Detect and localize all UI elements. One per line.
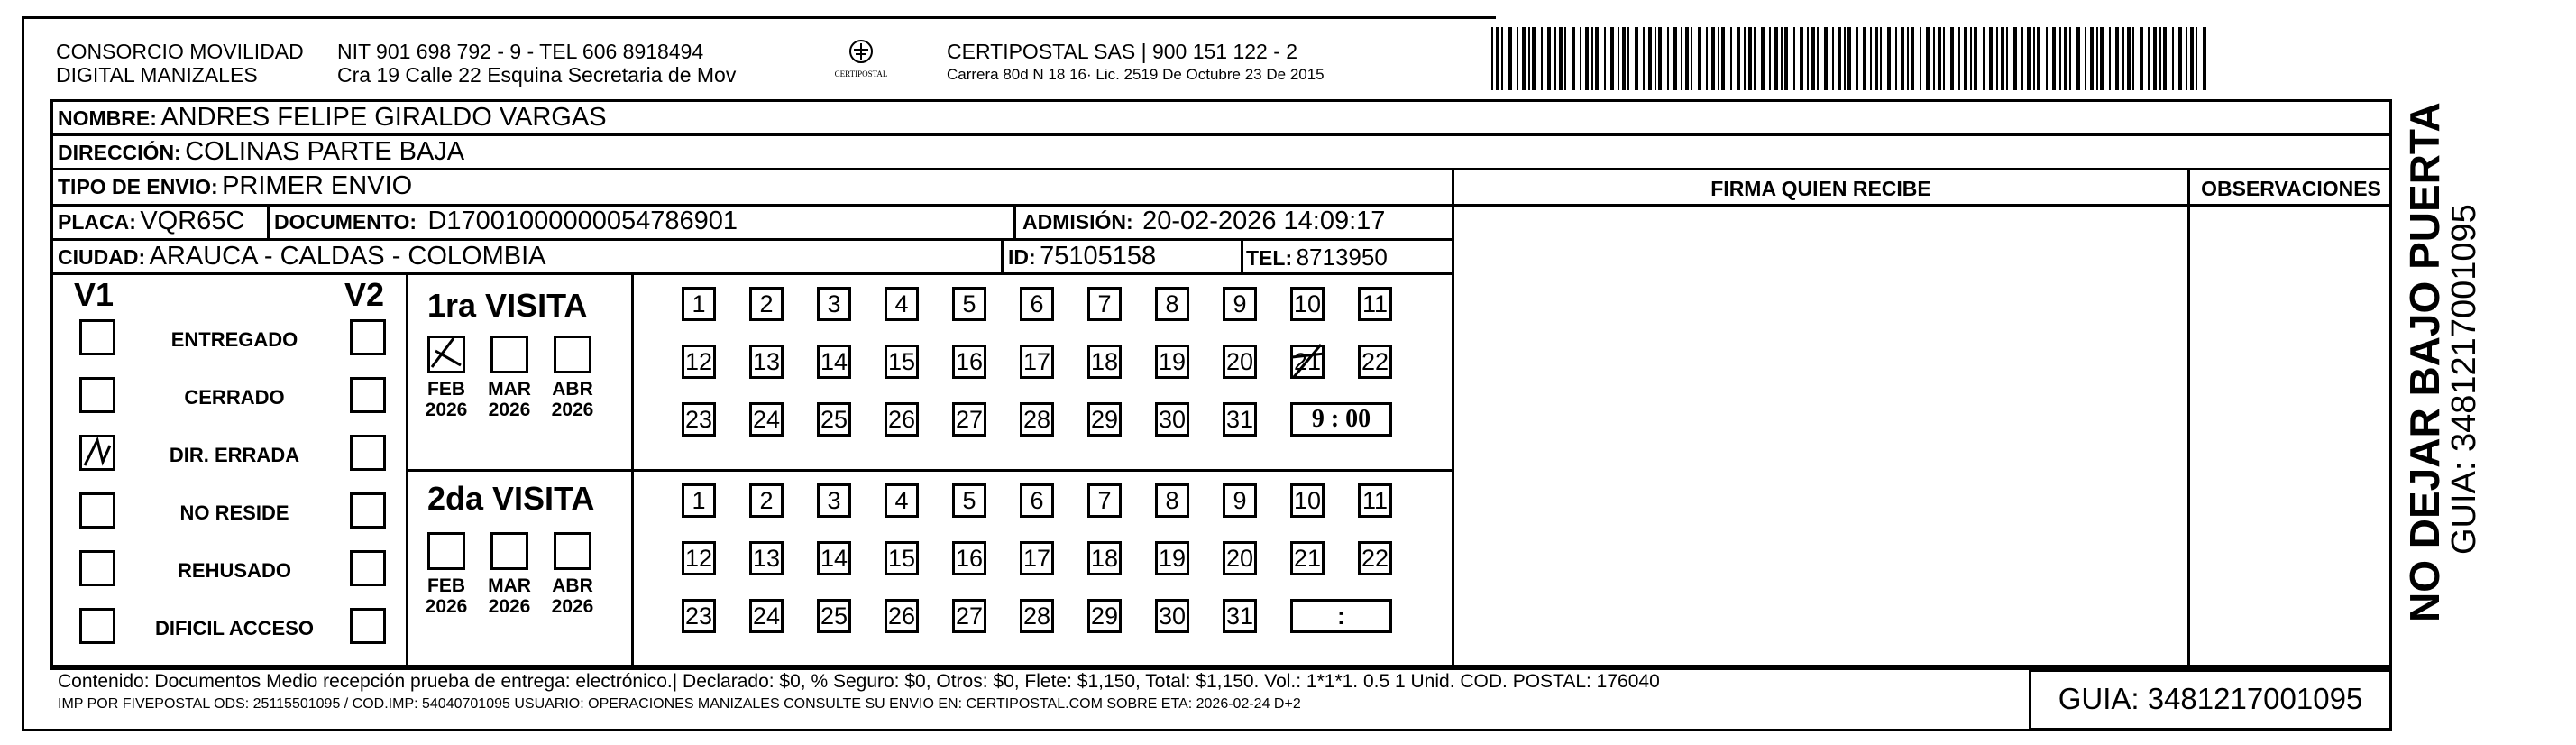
id-value: 75105158 [1040,242,1157,271]
barcode-bar [1744,27,1746,90]
day-box[interactable]: 16 [952,541,986,575]
barcode-bar [1895,27,1897,90]
certipostal-logo [830,38,893,78]
day-box[interactable]: 31 [1223,402,1257,437]
day-box[interactable]: 27 [952,599,986,633]
admision-field [1022,207,1385,236]
barcode-bar [2196,27,2197,90]
day-box[interactable]: 14 [817,541,851,575]
barcode-bar [2001,27,2004,90]
barcode-bar [2203,27,2206,90]
barcode-bar [1522,27,1526,90]
tel-label: TEL: [1246,246,1293,270]
row-divider [50,133,2392,136]
v1-label: V1 [74,276,115,313]
barcode-bar [2148,27,2150,90]
month-label [547,575,598,617]
day-box[interactable]: 14 [817,345,851,379]
barcode-bar [1496,27,1499,90]
day-box[interactable]: 31 [1223,599,1257,633]
month-year: 2026 [425,400,468,420]
barcode-bar [1774,27,1778,90]
v2-checkbox[interactable] [350,492,386,529]
barcode-bar [1887,27,1891,90]
day-box[interactable]: 15 [885,541,919,575]
barcode-bar [2190,27,2194,90]
barcode-bar [1824,27,1828,90]
day-box[interactable]: 18 [1087,541,1122,575]
day-box[interactable]: 5 [952,287,986,321]
status-label: REHUSADO [178,559,291,582]
barcode-bar [2132,27,2134,90]
barcode-bar [1781,27,1783,90]
tipo-value: PRIMER ENVIO [222,171,413,200]
barcode-bar [2064,27,2067,90]
day-box[interactable]: 20 [1223,541,1257,575]
documento-field [274,207,738,236]
v2-checkbox[interactable] [350,435,386,471]
barcode-bar [1748,27,1752,90]
barcode-bar [2059,27,2061,90]
day-box[interactable]: 20 [1223,345,1257,379]
cell-divider [1241,238,1243,272]
v1-checkbox[interactable] [79,492,115,529]
day-box[interactable]: 9 [1223,483,1257,518]
day-box[interactable]: 17 [1020,345,1054,379]
barcode-bar [1970,27,1972,90]
barcode-bar [1610,27,1614,90]
month-year: 2026 [488,596,531,617]
month-year: 2026 [551,400,594,420]
day-box[interactable]: 4 [885,287,919,321]
row-divider [50,272,1454,275]
status-label: DIFICIL ACCESO [154,617,314,639]
id-label: ID: [1008,245,1036,269]
nit-line: NIT 901 698 792 - 9 - TEL 606 8918494 [337,40,704,63]
v1-checkbox[interactable] [79,550,115,586]
barcode-bar [1604,27,1606,90]
day-box[interactable]: 7 [1087,287,1122,321]
nombre-value: ANDRES FELIPE GIRALDO VARGAS [160,103,607,132]
month-checkbox[interactable] [427,336,465,373]
barcode-bar [1691,27,1692,90]
barcode-bar [1643,27,1645,90]
v2-checkbox[interactable] [350,608,386,644]
barcode-bar [1983,27,1985,90]
barcode-bar [2163,27,2167,90]
courier-info [947,40,1325,87]
day-box[interactable]: 15 [885,345,919,379]
barcode-bar [2172,27,2174,90]
documento-value: D17001000000054786901 [427,207,738,235]
day-check-mark-icon [1288,341,1330,387]
day-box[interactable]: 24 [749,402,784,437]
barcode-bar [1832,27,1834,90]
month-checkbox[interactable] [554,336,591,373]
v2-checkbox[interactable] [350,319,386,355]
barcode-bar [1706,27,1708,90]
day-box[interactable]: 19 [1155,345,1189,379]
barcode-bar [1580,27,1581,90]
barcode-bar [1769,27,1771,90]
day-box[interactable]: 28 [1020,599,1054,633]
visit-divider [406,469,1454,472]
v1-checkbox[interactable] [79,608,115,644]
day-box[interactable]: 19 [1155,541,1189,575]
day-box[interactable]: 3 [817,483,851,518]
tel-field [1246,244,1388,271]
month-name: ABR [552,575,593,596]
month-year: 2026 [551,596,594,617]
month-year: 2026 [488,400,531,420]
barcode-bar [1572,27,1575,90]
barcode-bar [1532,27,1536,90]
placa-field [58,207,244,236]
day-box[interactable]: 26 [885,402,919,437]
barcode-bar [1800,27,1803,90]
status-label: CERRADO [184,386,285,409]
ciudad-field [58,242,546,271]
day-box[interactable]: 10 [1290,287,1325,321]
direccion-label: DIRECCIÓN: [58,141,181,164]
barcode-bar [1793,27,1795,90]
barcode-bar [2090,27,2094,90]
observaciones-label: OBSERVACIONES [2201,177,2381,200]
time-field[interactable]: : [1290,599,1392,633]
barcode-bar [2140,27,2143,90]
month-checkbox[interactable] [490,336,528,373]
day-box[interactable]: 4 [885,483,919,518]
day-box[interactable]: 2 [749,287,784,321]
day-box[interactable]: 1 [682,287,716,321]
barcode-bar [2046,27,2048,90]
barcode-bar [1911,27,1914,90]
barcode-bar [2153,27,2157,90]
barcode-bar [1943,27,1945,90]
barcode-bar [1817,27,1819,90]
barcode-bar [1685,27,1689,90]
day-box[interactable]: 7 [1087,483,1122,518]
company-name [56,40,304,87]
barcode-bar [1667,27,1669,90]
barcode-bar [2085,27,2086,90]
imp-line: IMP POR FIVEPOSTAL ODS: 25115501095 / COD.IMP: 54040701095 USUARIO: OPERACIONES MANIZALES CONSULTE SU ENVIO EN: CERTIPOSTAL.COM SOBRE ETA: 2026-02-24 D+2 [58,696,1301,712]
barcode-bar [1721,27,1725,90]
day-box[interactable]: 22 [1358,345,1392,379]
month-name: MAR [488,379,531,400]
day-box[interactable]: 26 [885,599,919,633]
month-label [421,575,472,617]
day-box[interactable]: 16 [952,345,986,379]
month-label [484,575,535,617]
left-border [22,18,24,731]
company-line2: DIGITAL MANIZALES [56,63,258,87]
barcode-bar [1627,27,1629,90]
barcode-bar [1517,27,1518,90]
v1-checkbox[interactable] [79,435,115,471]
day-box[interactable]: 23 [682,402,716,437]
day-box[interactable]: 24 [749,599,784,633]
day-box[interactable]: 27 [952,402,986,437]
day-box[interactable]: 12 [682,541,716,575]
direccion-value: COLINAS PARTE BAJA [185,137,465,166]
day-box[interactable]: 30 [1155,402,1189,437]
barcode-bar [1681,27,1682,90]
month-name: FEB [427,575,465,596]
month-checkbox[interactable] [554,532,591,570]
barcode-bar [1585,27,1589,90]
barcode-bar [1784,27,1788,90]
day-box[interactable]: 5 [952,483,986,518]
barcode-bar [2100,27,2104,90]
barcode-bar [1547,27,1551,90]
day-box[interactable]: 9 [1223,287,1257,321]
day-box[interactable]: 3 [817,287,851,321]
barcode-bar [1875,27,1878,90]
month-year: 2026 [425,596,468,617]
tipo-label: TIPO DE ENVIO: [58,175,218,198]
barcode-bar [1655,27,1656,90]
barcode-bar [1964,27,1967,90]
day-box[interactable]: 22 [1358,541,1392,575]
day-box[interactable]: 29 [1087,402,1122,437]
month-name: ABR [552,379,593,400]
month-label [547,379,598,420]
contenido-line: Contenido: Documentos Medio recepción prueba de entrega: electrónico.| Declarado: $0, % Seguro: $0, Otros: $0, Flete: $1,150, Total: $1,150. Vol.: 1*1*1. 0.5 1 Unid. COD. POSTAL: 176040 [58,671,1660,692]
cell-divider [267,204,270,238]
admision-value: 20-02-2026 14:09:17 [1142,207,1386,235]
day-box[interactable]: 10 [1290,483,1325,518]
ciudad-label: CIUDAD: [58,245,146,269]
day-box[interactable]: 8 [1155,287,1189,321]
barcode-bar [1508,27,1512,90]
day-box[interactable]: 17 [1020,541,1054,575]
barcode-bar [2096,27,2098,90]
month-name: MAR [488,575,531,596]
barcode-bar [2076,27,2080,90]
day-box[interactable]: 2 [749,483,784,518]
barcode-bar [1863,27,1866,90]
barcode-bar [2178,27,2182,90]
barcode-bar [1807,27,1809,90]
barcode-bar [1856,27,1858,90]
barcode-graphic [1490,27,2215,90]
barcode-bar [1907,27,1909,90]
day-box[interactable]: 30 [1155,599,1189,633]
top-border [22,16,1496,19]
month-name: FEB [427,379,465,400]
day-box[interactable]: 21 [1290,541,1325,575]
barcode-bar [2006,27,2008,90]
barcode-bar [2021,27,2023,90]
logo-icon [843,38,879,65]
ciudad-value: ARAUCA - CALDAS - COLOMBIA [149,242,546,271]
barcode-bar [1737,27,1740,90]
barcode-bar [1673,27,1677,90]
barcode-bar [1591,27,1593,90]
cell-divider [1013,204,1016,238]
guia-box-text: GUIA: 3481217001095 [2058,682,2363,715]
placa-label: PLACA: [58,210,136,234]
barcode-bar [2027,27,2031,90]
documento-label: DOCUMENTO: [274,210,417,234]
barcode-bar [2069,27,2071,90]
barcode-bar [1541,27,1543,90]
barcode-bar [1635,27,1638,90]
barcode-bar [1838,27,1841,90]
barcode-bar [2186,27,2187,90]
check-mark-icon [79,435,115,471]
day-box[interactable]: 23 [682,599,716,633]
day-box[interactable]: 11 [1358,483,1392,518]
barcode-bar [1847,27,1851,90]
nombre-label: NOMBRE: [58,106,157,130]
id-field [1008,242,1156,271]
barcode-bar [1658,27,1662,90]
barcode-bar [2115,27,2119,90]
barcode-bar [1974,27,1977,90]
day-box[interactable]: 21 [1290,345,1325,379]
barcode-bar [1870,27,1872,90]
row-divider [50,168,2392,170]
barcode-bar [1926,27,1930,90]
check-mark-icon [426,333,466,372]
barcode-bar [1844,27,1846,90]
day-box[interactable]: 25 [817,402,851,437]
month-label [421,379,472,420]
barcode-bar [1754,27,1756,90]
observaciones-divider [2187,168,2190,667]
v2-label: V2 [344,276,385,313]
status-label: DIR. ERRADA [169,444,300,466]
barcode-bar [1554,27,1556,90]
barcode-bar [2109,27,2111,90]
barcode-bar [1989,27,1993,90]
company-contact [337,40,736,87]
barcode-bar [1950,27,1954,90]
barcode-bar [1958,27,1960,90]
day-box[interactable]: 18 [1087,345,1122,379]
barcode-bar [1559,27,1563,90]
barcode-bar [1933,27,1935,90]
row-divider [50,238,1454,241]
barcode-bar [1528,27,1530,90]
barcode-bar [2013,27,2017,90]
courier-line2: Carrera 80d N 18 16· Lic. 2519 De Octubre 23 De 2015 [947,66,1325,83]
barcode-bar [2037,27,2040,90]
barcode-bar [1501,27,1503,90]
tipo-field [58,171,412,201]
barcode-bar [1901,27,1904,90]
status-label: ENTREGADO [170,328,298,351]
company-line1: CONSORCIO MOVILIDAD [56,40,304,63]
barcode-bar [1938,27,1941,90]
day-box[interactable]: 1 [682,483,716,518]
barcode-bar [1491,27,1493,90]
first-visit-label: 1ra VISITA [427,287,588,324]
day-box[interactable]: 12 [682,345,716,379]
v2-checkbox[interactable] [350,377,386,413]
day-box[interactable]: 25 [817,599,851,633]
day-box[interactable]: 6 [1020,483,1054,518]
nombre-field [58,103,607,133]
barcode-bar [1711,27,1715,90]
barcode-bar [1920,27,1921,90]
v1-checkbox[interactable] [79,319,115,355]
barcode-bar [2052,27,2056,90]
address-line: Cra 19 Calle 22 Esquina Secretaria de Mov [337,63,737,87]
barcode-bar [1811,27,1815,90]
barcode-bar [1618,27,1619,90]
day-box[interactable]: 13 [749,541,784,575]
side-warning: NO DEJAR BAJO PUERTA [2401,102,2448,622]
side-guia: GUIA: 3481217001095 [2445,204,2483,555]
placa-value: VQR65C [140,207,245,235]
day-box[interactable]: 6 [1020,287,1054,321]
firma-label: FIRMA QUIEN RECIBE [1710,177,1931,200]
day-box[interactable]: 13 [749,345,784,379]
barcode-bar [1718,27,1719,90]
barcode-bar [1622,27,1626,90]
barcode-bar [1648,27,1652,90]
v2-checkbox[interactable] [350,550,386,586]
month-label [484,379,535,420]
logo-text: CERTIPOSTAL [834,69,888,78]
cell-divider [1001,238,1004,272]
day-box[interactable]: 29 [1087,599,1122,633]
direccion-field [58,137,464,167]
barcode-bar [2033,27,2035,90]
barcode-bar [2159,27,2161,90]
barcode-bar [1595,27,1599,90]
day-box[interactable]: 11 [1358,287,1392,321]
month-checkbox[interactable] [427,532,465,570]
firma-divider [1452,168,1454,667]
barcode [1490,27,2215,90]
time-field[interactable]: 9 : 00 [1290,402,1392,437]
barcode-bar [2122,27,2124,90]
day-box[interactable]: 8 [1155,483,1189,518]
admision-label: ADMISIÓN: [1022,210,1133,234]
barcode-bar [1761,27,1765,90]
month-checkbox[interactable] [490,532,528,570]
barcode-bar [1698,27,1701,90]
barcode-bar [1730,27,1732,90]
barcode-bar [2127,27,2131,90]
v1-checkbox[interactable] [79,377,115,413]
barcode-bar [1564,27,1566,90]
courier-line1: CERTIPOSTAL SAS | 900 151 122 - 2 [947,40,1298,63]
barcode-bar [1996,27,1998,90]
tel-value: 8713950 [1296,244,1388,271]
second-visit-label: 2da VISITA [427,480,595,517]
barcode-bar [1880,27,1882,90]
status-label: NO RESIDE [179,501,289,524]
day-box[interactable]: 28 [1020,402,1054,437]
